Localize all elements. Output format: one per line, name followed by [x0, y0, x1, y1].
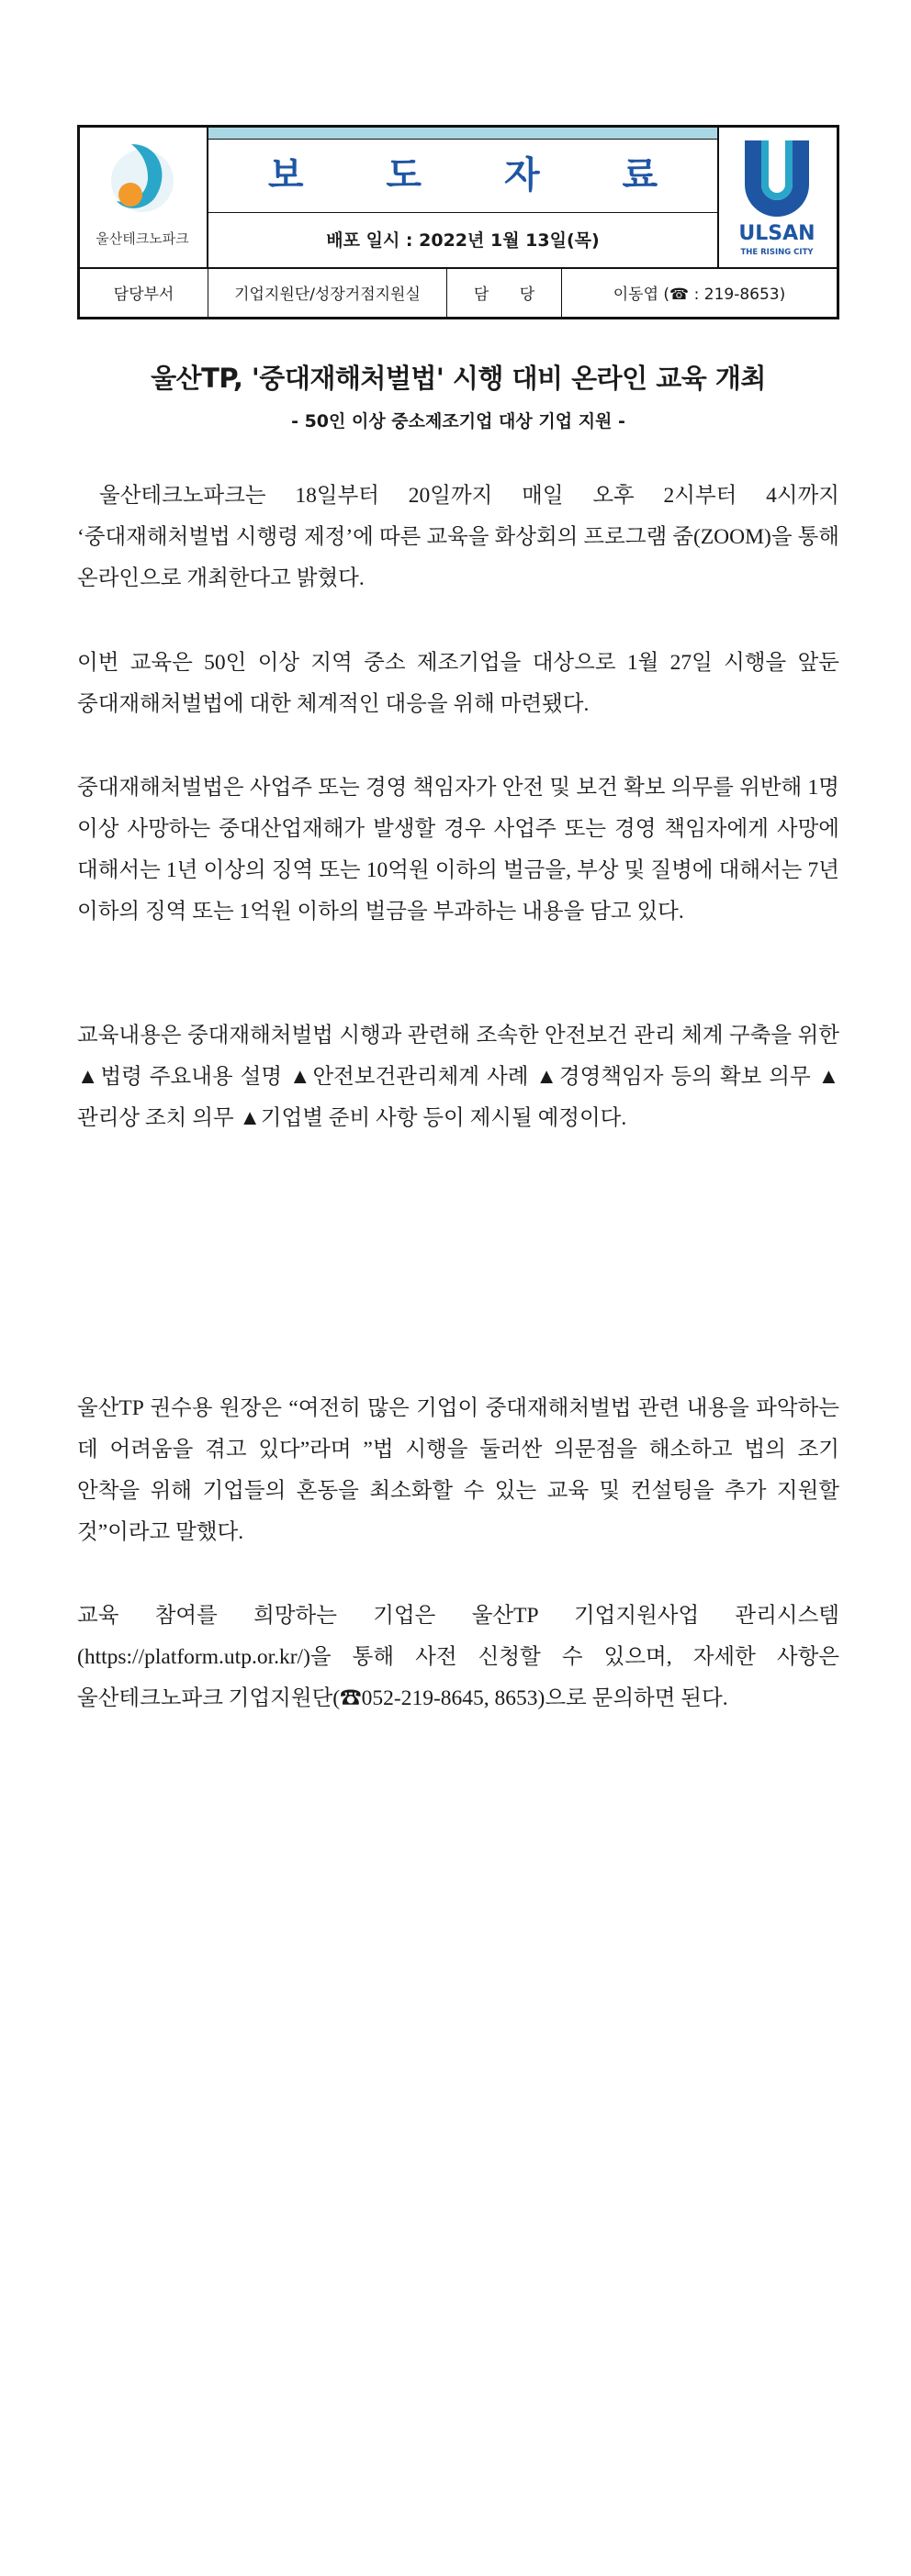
utp-logo-icon — [80, 128, 205, 265]
paragraph-6: 교육 참여를 희망하는 기업은 울산TP 기업지원사업 관리시스템(https://platform.utp.or.kr/)을 통해 사전 신청할 수 있으며, 자세한 사항은 울산테크노파크 기업지원단(☎052-219-8645, 8653)으로 문의하면 된다. — [77, 1604, 839, 1710]
ulsan-logo-slogan: THE RISING CITY — [740, 248, 814, 257]
title-cell — [208, 128, 717, 267]
release-date: 배포 일시 : 2022년 1월 13일(목) — [208, 212, 717, 268]
contact-label: 담 당 — [447, 267, 562, 317]
paragraph-3: 중대재해처벌법은 사업주 또는 경영 책임자가 안전 및 보건 확보 의무를 위반해 1명 이상 사망하는 중대산업재해가 발생할 경우 사업주 또는 경영 책임자에게 사망에 대해서는 1년 이상의 징역 또는 10억원 이하의 벌금을, 부상 및 질병에 대해서는 7년 이하의 징역 또는 1억원 이하의 벌금을 부과하는 내용을 담고 있다. — [77, 776, 839, 924]
ulsan-u-icon — [719, 128, 835, 265]
press-release-header — [77, 125, 839, 319]
contact-value: 이동엽 (☎ : 219-8653) — [613, 285, 786, 304]
ulsan-logo-text: ULSAN — [738, 222, 815, 245]
paragraph-4: 교육내용은 중대재해처벌법 시행과 관련해 조속한 안전보건 관리 체계 구축을 위한 ▲법령 주요내용 설명 ▲안전보건관리체계 사례 ▲경영책임자 등의 확보 의무 ▲관리상 조치 의무 ▲기업별 준비 사항 등이 제시될 예정이다. — [77, 1024, 839, 1130]
paragraph-2: 이번 교육은 50인 이상 지역 중소 제조기업을 대상으로 1월 27일 시행을 앞둔 중대재해처벌법에 대한 체계적인 대응을 위해 마련됐다. — [77, 651, 839, 716]
dept-value: 기업지원단/성장거점지원실 — [208, 267, 447, 317]
header-top-row — [80, 128, 837, 269]
header-contact-row — [80, 267, 837, 317]
ulsan-city-logo — [717, 128, 837, 267]
article-headline: 울산TP, '중대재해처벌법' 시행 대비 온라인 교육 개최 — [151, 363, 766, 394]
title-band — [208, 128, 717, 140]
article-subheadline: - 50인 이상 중소제조기업 대상 기업 지원 - — [291, 411, 625, 431]
paragraph-5: 울산TP 권수용 원장은 “여전히 많은 기업이 중대재해처벌법 관련 내용을 파악하는 데 어려움을 겪고 있다”라며 ”법 시행을 둘러싼 의문점을 해소하고 법의 조기 안착을 위해 기업들의 혼동을 최소화할 수 있는 교육 및 컨설팅을 추가 지원할 것”이라고 말했다. — [77, 1396, 839, 1544]
paragraph-1: 울산테크노파크는 18일부터 20일까지 매일 오후 2시부터 4시까지 ‘중대재해처벌법 시행령 제정’에 따른 교육을 화상회의 프로그램 줌(ZOOM)을 통해 온라인으로 개최한다고 밝혔다. — [77, 484, 839, 590]
dept-label: 담당부서 — [80, 267, 208, 317]
page-title: 보 도 자 료 — [267, 154, 693, 196]
utp-logo — [80, 128, 208, 267]
utp-logo-text: 울산테크노파크 — [96, 230, 189, 247]
